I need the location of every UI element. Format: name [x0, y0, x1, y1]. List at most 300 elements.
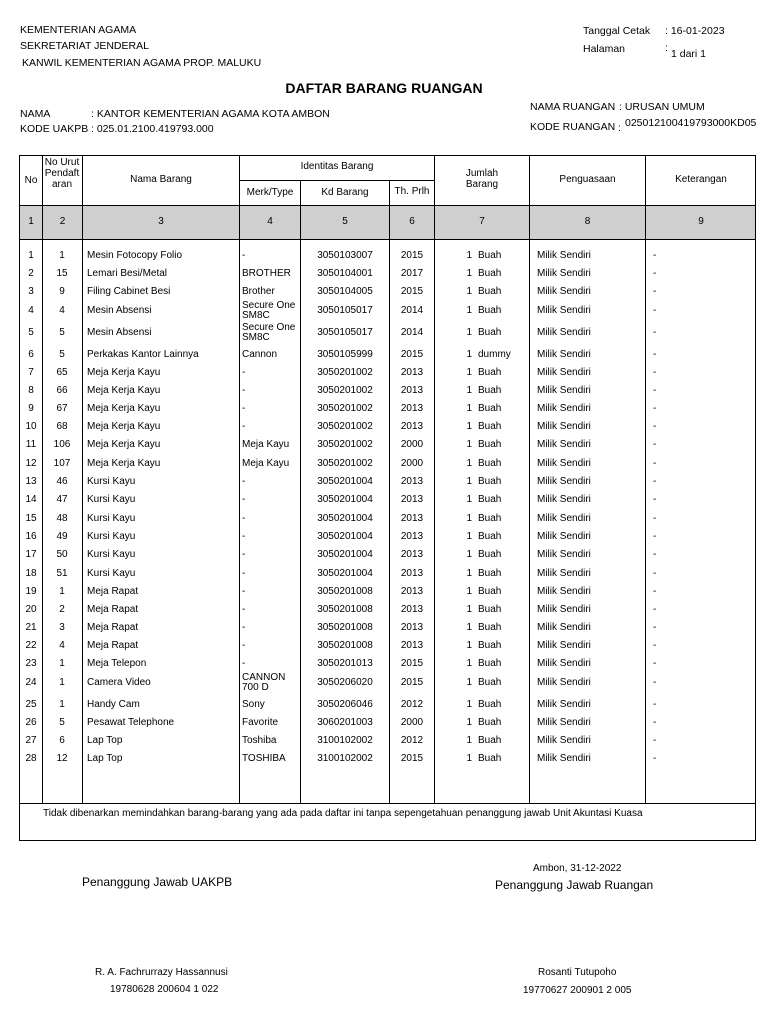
kode-uakpb-label: KODE UAKPB — [20, 123, 89, 135]
col-number: 1 — [28, 216, 34, 227]
cell-pg: Milik Sendiri — [537, 327, 591, 338]
table-note: Tidak dibenarkan memindahkan barang-barang yang ada pada daftar ini tanpa sepengetahuan penanggung jawab Unit Akuntasi Kuasa — [43, 808, 643, 819]
cell-nama: Camera Video — [87, 677, 151, 688]
cell-jml: 1 — [466, 494, 472, 505]
cell-nama: Kursi Kayu — [87, 494, 136, 505]
cell-nu: 49 — [56, 531, 68, 542]
cell-pg: Milik Sendiri — [537, 568, 591, 579]
header-no-urut-3: aran — [51, 179, 72, 190]
cell-nama: Meja Kerja Kayu — [87, 458, 161, 469]
cell-unit: Buah — [478, 327, 502, 338]
cell-pg: Milik Sendiri — [537, 699, 591, 710]
cell-merk: - — [242, 658, 246, 669]
cell-no: 3 — [28, 286, 34, 297]
cell-no: 1 — [28, 250, 34, 261]
cell-ket: - — [653, 458, 657, 469]
cell-th: 2013 — [400, 513, 424, 524]
cell-jml: 1 — [466, 476, 472, 487]
cell-th: 2015 — [400, 286, 424, 297]
header-identitas: Identitas Barang — [300, 161, 374, 172]
row-divider — [19, 205, 756, 206]
cell-kd: 3050103007 — [317, 250, 373, 261]
cell-jml: 1 — [466, 250, 472, 261]
cell-kd: 3050201008 — [317, 640, 373, 651]
cell-kd: 3050201002 — [317, 385, 373, 396]
cell-jml: 1 — [466, 640, 472, 651]
cell-jml: 1 — [466, 531, 472, 542]
cell-no: 4 — [28, 305, 34, 316]
cell-ket: - — [653, 531, 657, 542]
cell-merk: - — [242, 476, 246, 487]
cell-no: 23 — [25, 658, 37, 669]
cell-nu: 3 — [59, 622, 65, 633]
cell-th: 2013 — [400, 531, 424, 542]
cell-no: 14 — [25, 494, 37, 505]
cell-pg: Milik Sendiri — [537, 349, 591, 360]
cell-nu: 6 — [59, 735, 65, 746]
cell-merk: - — [242, 250, 246, 261]
cell-nu: 1 — [59, 586, 65, 597]
cell-merk: Brother — [242, 286, 275, 297]
table-row — [0, 381, 768, 399]
cell-jml: 1 — [466, 699, 472, 710]
cell-nu: 66 — [56, 385, 68, 396]
cell-kd: 3050201002 — [317, 403, 373, 414]
table-row — [0, 636, 768, 654]
row-divider — [19, 239, 756, 240]
cell-merk: - — [242, 367, 246, 378]
cell-no: 24 — [25, 677, 37, 688]
cell-merk: - — [242, 640, 246, 651]
header-no-urut-1: No Urut — [44, 157, 80, 168]
cell-pg: Milik Sendiri — [537, 640, 591, 651]
cell-merk: Cannon — [242, 349, 278, 360]
cell-nama: Handy Cam — [87, 699, 140, 710]
cell-jml: 1 — [466, 568, 472, 579]
cell-jml: 1 — [466, 403, 472, 414]
page-label: Halaman — [583, 43, 626, 55]
cell-jml: 1 — [466, 349, 472, 360]
cell-unit: Buah — [478, 568, 502, 579]
cell-no: 13 — [25, 476, 37, 487]
print-date-value: : 16-01-2023 — [665, 25, 725, 37]
cell-kd: 3050201008 — [317, 604, 373, 615]
cell-no: 27 — [25, 735, 37, 746]
cell-jml: 1 — [466, 268, 472, 279]
cell-ket: - — [653, 640, 657, 651]
cell-th: 2014 — [400, 327, 424, 338]
cell-pg: Milik Sendiri — [537, 604, 591, 615]
header-jumlah-2: Barang — [465, 179, 499, 190]
col-number: 2 — [59, 216, 66, 227]
cell-kd: 3050206020 — [317, 677, 373, 688]
cell-ket: - — [653, 549, 657, 560]
cell-no: 6 — [28, 349, 34, 360]
cell-ket: - — [653, 349, 657, 360]
table-row — [0, 472, 768, 490]
cell-th: 2013 — [400, 421, 424, 432]
org-line-2: SEKRETARIAT JENDERAL — [20, 40, 149, 52]
cell-pg: Milik Sendiri — [537, 367, 591, 378]
kode-ruangan-colon: : — [618, 122, 621, 134]
print-date-label: Tanggal Cetak — [583, 25, 651, 37]
cell-nama: Kursi Kayu — [87, 513, 136, 524]
cell-merk: - — [242, 421, 246, 432]
table-row — [0, 301, 768, 319]
cell-pg: Milik Sendiri — [537, 622, 591, 633]
cell-th: 2013 — [400, 385, 424, 396]
cell-unit: Buah — [478, 640, 502, 651]
cell-th: 2017 — [400, 268, 424, 279]
cell-ket: - — [653, 604, 657, 615]
cell-nu: 5 — [59, 327, 65, 338]
cell-pg: Milik Sendiri — [537, 458, 591, 469]
cell-no: 8 — [28, 385, 34, 396]
cell-unit: Buah — [478, 658, 502, 669]
cell-unit: dummy — [478, 349, 511, 360]
cell-pg: Milik Sendiri — [537, 421, 591, 432]
cell-jml: 1 — [466, 753, 472, 764]
cell-jml: 1 — [466, 513, 472, 524]
cell-no: 21 — [25, 622, 37, 633]
cell-unit: Buah — [478, 268, 502, 279]
cell-unit: Buah — [478, 753, 502, 764]
cell-nama: Mesin Absensi — [87, 327, 152, 338]
cell-kd: 3050201004 — [317, 568, 373, 579]
cell-ket: - — [653, 305, 657, 316]
table-row — [0, 731, 768, 749]
table-row — [0, 600, 768, 618]
cell-pg: Milik Sendiri — [537, 439, 591, 450]
cell-merk: - — [242, 385, 246, 396]
cell-kd: 3050201004 — [317, 549, 373, 560]
cell-th: 2015 — [400, 349, 424, 360]
table-row — [0, 345, 768, 363]
cell-th: 2013 — [400, 367, 424, 378]
cell-kd: 3050201004 — [317, 476, 373, 487]
cell-ket: - — [653, 586, 657, 597]
row-divider — [19, 803, 756, 804]
nama-label: NAMA — [20, 108, 51, 120]
cell-no: 10 — [25, 421, 37, 432]
cell-merk: - — [242, 549, 246, 560]
cell-ket: - — [653, 421, 657, 432]
cell-merk: TOSHIBA — [242, 753, 286, 764]
cell-pg: Milik Sendiri — [537, 403, 591, 414]
cell-jml: 1 — [466, 622, 472, 633]
cell-th: 2015 — [400, 753, 424, 764]
table-row — [0, 545, 768, 563]
header-jumlah-1: Jumlah — [465, 168, 499, 179]
cell-nu: 47 — [56, 494, 68, 505]
cell-ket: - — [653, 385, 657, 396]
cell-pg: Milik Sendiri — [537, 268, 591, 279]
cell-nu: 12 — [56, 753, 68, 764]
cell-pg: Milik Sendiri — [537, 717, 591, 728]
cell-th: 2013 — [400, 476, 424, 487]
cell-unit: Buah — [478, 403, 502, 414]
row-divider — [239, 180, 434, 181]
cell-nu: 67 — [56, 403, 68, 414]
cell-th: 2000 — [400, 458, 424, 469]
cell-kd: 3050104001 — [317, 268, 373, 279]
cell-jml: 1 — [466, 458, 472, 469]
page-colon: : — [665, 42, 668, 54]
page-value: 1 dari 1 — [671, 48, 707, 60]
cell-nama: Mesin Absensi — [87, 305, 152, 316]
cell-th: 2013 — [400, 549, 424, 560]
cell-pg: Milik Sendiri — [537, 735, 591, 746]
cell-unit: Buah — [478, 494, 502, 505]
cell-ket: - — [653, 622, 657, 633]
cell-ket: - — [653, 753, 657, 764]
cell-nama: Meja Rapat — [87, 622, 139, 633]
cell-th: 2013 — [400, 622, 424, 633]
col-number: 9 — [698, 216, 704, 227]
header-no: No — [24, 175, 38, 186]
cell-merk: - — [242, 531, 246, 542]
cell-pg: Milik Sendiri — [537, 658, 591, 669]
cell-merk: - — [242, 604, 246, 615]
cell-nu: 4 — [59, 305, 65, 316]
cell-th: 2015 — [400, 250, 424, 261]
cell-kd: 3050201002 — [317, 439, 373, 450]
cell-unit: Buah — [478, 699, 502, 710]
cell-no: 28 — [25, 753, 37, 764]
cell-unit: Buah — [478, 604, 502, 615]
cell-no: 18 — [25, 568, 37, 579]
cell-jml: 1 — [466, 439, 472, 450]
cell-pg: Milik Sendiri — [537, 476, 591, 487]
cell-nu: 48 — [56, 513, 68, 524]
cell-nu: 68 — [56, 421, 68, 432]
cell-jml: 1 — [466, 549, 472, 560]
cell-kd: 3050201004 — [317, 513, 373, 524]
cell-nama: Meja Rapat — [87, 604, 139, 615]
cell-th: 2013 — [400, 494, 424, 505]
table-row — [0, 673, 768, 691]
cell-nama: Perkakas Kantor Lainnya — [87, 349, 199, 360]
cell-nama: Meja Kerja Kayu — [87, 385, 161, 396]
cell-nu: 1 — [59, 699, 65, 710]
table-row — [0, 417, 768, 435]
right-signer-nip: 19770627 200901 2 005 — [523, 985, 632, 996]
cell-ket: - — [653, 494, 657, 505]
cell-unit: Buah — [478, 677, 502, 688]
table-row — [0, 454, 768, 472]
cell-merk: - — [242, 403, 246, 414]
cell-nu: 46 — [56, 476, 68, 487]
table-row — [0, 564, 768, 582]
table-row — [0, 695, 768, 713]
left-signer-title: Penanggung Jawab UAKPB — [82, 875, 233, 889]
cell-pg: Milik Sendiri — [537, 494, 591, 505]
cell-jml: 1 — [466, 735, 472, 746]
cell-ket: - — [653, 717, 657, 728]
cell-nama: Kursi Kayu — [87, 568, 136, 579]
cell-ket: - — [653, 250, 657, 261]
cell-jml: 1 — [466, 367, 472, 378]
cell-kd: 3050105017 — [317, 327, 373, 338]
cell-nama: Filing Cabinet Besi — [87, 286, 171, 297]
cell-nu: 9 — [59, 286, 65, 297]
cell-nama: Lap Top — [87, 753, 123, 764]
table-row — [0, 527, 768, 545]
cell-ket: - — [653, 735, 657, 746]
cell-pg: Milik Sendiri — [537, 586, 591, 597]
cell-th: 2013 — [400, 604, 424, 615]
cell-no: 26 — [25, 717, 37, 728]
cell-nu: 5 — [59, 349, 65, 360]
cell-nu: 2 — [59, 604, 65, 615]
cell-unit: Buah — [478, 385, 502, 396]
cell-jml: 1 — [466, 677, 472, 688]
cell-nama: Mesin Fotocopy Folio — [87, 250, 183, 261]
cell-nama: Meja Rapat — [87, 586, 139, 597]
header-keterangan: Keterangan — [675, 174, 727, 185]
col-number: 8 — [584, 216, 591, 227]
cell-nu: 1 — [59, 658, 65, 669]
cell-merk: - — [242, 494, 246, 505]
table-row — [0, 323, 768, 341]
cell-nu: 1 — [59, 677, 65, 688]
header-th-prlh: Th. Prlh — [394, 186, 430, 197]
cell-jml: 1 — [466, 327, 472, 338]
cell-unit: Buah — [478, 622, 502, 633]
cell-unit: Buah — [478, 735, 502, 746]
table-row — [0, 582, 768, 600]
col-number: 7 — [479, 216, 485, 227]
cell-nama: Lemari Besi/Metal — [87, 268, 168, 279]
cell-th: 2012 — [400, 735, 424, 746]
left-signer-nip: 19780628 200604 1 022 — [110, 984, 219, 995]
table-row — [0, 618, 768, 636]
cell-jml: 1 — [466, 717, 472, 728]
cell-no: 17 — [25, 549, 37, 560]
cell-ket: - — [653, 568, 657, 579]
cell-unit: Buah — [478, 717, 502, 728]
col-number: 4 — [267, 216, 273, 227]
cell-jml: 1 — [466, 286, 472, 297]
cell-kd: 3100102002 — [317, 735, 373, 746]
cell-th: 2013 — [400, 640, 424, 651]
cell-no: 22 — [25, 640, 37, 651]
cell-nu: 4 — [59, 640, 65, 651]
table-row — [0, 363, 768, 381]
cell-nama: Meja Kerja Kayu — [87, 403, 161, 414]
cell-nama: Meja Telepon — [87, 658, 147, 669]
cell-kd: 3050201013 — [317, 658, 373, 669]
cell-kd: 3050201004 — [317, 494, 373, 505]
left-signer-name: R. A. Fachrurrazy Hassannusi — [95, 967, 228, 978]
cell-kd: 3050201008 — [317, 586, 373, 597]
place-date: Ambon, 31-12-2022 — [533, 863, 622, 874]
table-row — [0, 490, 768, 508]
cell-merk: Favorite — [242, 717, 279, 728]
cell-nu: 106 — [53, 439, 71, 450]
cell-jml: 1 — [466, 604, 472, 615]
cell-nama: Kursi Kayu — [87, 549, 136, 560]
col-number: 6 — [409, 216, 415, 227]
cell-kd: 3050201002 — [317, 458, 373, 469]
cell-kd: 3050201008 — [317, 622, 373, 633]
cell-pg: Milik Sendiri — [537, 549, 591, 560]
cell-pg: Milik Sendiri — [537, 753, 591, 764]
cell-merk: - — [242, 586, 246, 597]
table-row — [0, 246, 768, 264]
nama-ruangan-label: NAMA RUANGAN — [530, 101, 616, 113]
cell-nu: 15 — [56, 268, 68, 279]
cell-merk: Meja Kayu — [242, 439, 290, 450]
cell-jml: 1 — [466, 305, 472, 316]
cell-th: 2015 — [400, 677, 424, 688]
cell-merk: Meja Kayu — [242, 458, 290, 469]
header-nama-barang: Nama Barang — [130, 174, 192, 185]
cell-pg: Milik Sendiri — [537, 677, 591, 688]
cell-th: 2014 — [400, 305, 424, 316]
cell-unit: Buah — [478, 531, 502, 542]
cell-unit: Buah — [478, 458, 502, 469]
cell-merk: - — [242, 513, 246, 524]
kode-ruangan-value: 025012100419793000KD05 — [625, 117, 757, 129]
cell-nama: Kursi Kayu — [87, 531, 136, 542]
cell-jml: 1 — [466, 385, 472, 396]
cell-nu: 107 — [53, 458, 71, 469]
cell-no: 20 — [25, 604, 37, 615]
cell-nama: Lap Top — [87, 735, 123, 746]
cell-ket: - — [653, 367, 657, 378]
cell-ket: - — [653, 513, 657, 524]
cell-nu: 1 — [59, 250, 65, 261]
cell-no: 25 — [25, 699, 37, 710]
cell-jml: 1 — [466, 421, 472, 432]
header-penguasaan: Penguasaan — [559, 174, 616, 185]
document-title: DAFTAR BARANG RUANGAN — [285, 80, 483, 96]
cell-ket: - — [653, 403, 657, 414]
cell-ket: - — [653, 439, 657, 450]
cell-pg: Milik Sendiri — [537, 250, 591, 261]
header-no-urut-2: Pendaft — [44, 168, 80, 179]
table-row — [0, 749, 768, 767]
cell-ket: - — [653, 327, 657, 338]
cell-pg: Milik Sendiri — [537, 305, 591, 316]
table-row — [0, 399, 768, 417]
cell-nama: Pesawat Telephone — [87, 717, 175, 728]
cell-unit: Buah — [478, 421, 502, 432]
cell-merk: Secure One — [242, 322, 296, 333]
table-row — [0, 264, 768, 282]
nama-ruangan-value: : URUSAN UMUM — [619, 101, 705, 113]
cell-th: 2013 — [400, 586, 424, 597]
cell-unit: Buah — [478, 476, 502, 487]
cell-merk: Toshiba — [242, 735, 277, 746]
cell-ket: - — [653, 699, 657, 710]
cell-unit: Buah — [478, 367, 502, 378]
cell-unit: Buah — [478, 549, 502, 560]
cell-pg: Milik Sendiri — [537, 531, 591, 542]
col-number: 3 — [158, 216, 164, 227]
cell-th: 2015 — [400, 658, 424, 669]
cell-merk: BROTHER — [242, 268, 291, 279]
cell-kd: 3050206046 — [317, 699, 373, 710]
cell-merk: CANNON — [242, 672, 286, 683]
table-row — [0, 282, 768, 300]
cell-no: 9 — [28, 403, 34, 414]
cell-unit: Buah — [478, 586, 502, 597]
cell-ket: - — [653, 677, 657, 688]
cell-unit: Buah — [478, 250, 502, 261]
cell-pg: Milik Sendiri — [537, 286, 591, 297]
